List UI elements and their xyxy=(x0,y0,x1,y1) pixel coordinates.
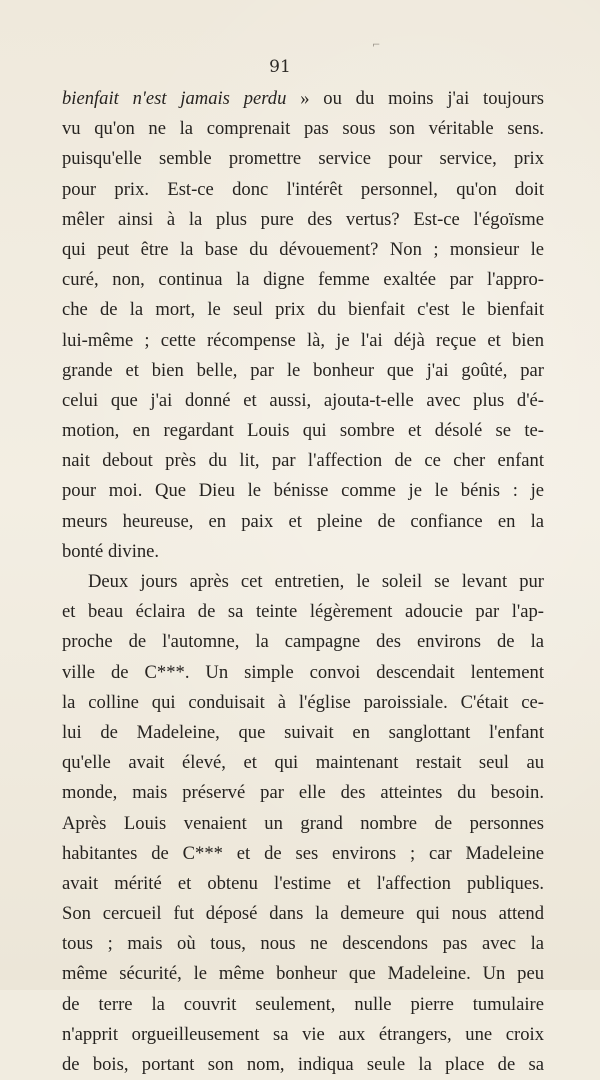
text-line xyxy=(62,778,544,808)
line-text: et beau éclaira de sa teinte légèrement adoucie par l'ap- xyxy=(62,601,544,623)
text-line xyxy=(62,265,544,295)
text-line xyxy=(62,84,544,114)
line-text: Son cercueil fut déposé dans la demeure qui nous attend xyxy=(62,903,544,925)
text-line xyxy=(62,416,544,446)
text-line xyxy=(62,809,544,839)
text-line xyxy=(62,718,544,748)
italic-phrase: bienfait n'est jamais perdu xyxy=(62,88,287,109)
line-text: proche de l'automne, la campagne des environs de la xyxy=(62,631,544,653)
text-line xyxy=(62,688,544,718)
line-text: motion, en regardant Louis qui sombre et désolé se te- xyxy=(62,420,544,442)
line-text: qui peut être la base du dévouement? Non ; monsieur le xyxy=(62,238,544,260)
line-text: vu qu'on ne la comprenait pas sous son véritable sens. xyxy=(62,118,544,140)
line-text: qu'elle avait élevé, et qui maintenant restait seul au xyxy=(62,752,544,774)
line-text: Deux jours après cet entretien, le soleil se levant pur xyxy=(88,571,544,592)
line-text: ville de C***. Un simple convoi descendait lentement xyxy=(62,661,544,683)
text-line xyxy=(62,295,544,325)
line-text: avait mérité et obtenu l'estime et l'affection publiques. xyxy=(62,872,544,894)
text-line xyxy=(62,869,544,899)
text-line xyxy=(62,476,544,506)
text-line xyxy=(62,627,544,657)
text-line xyxy=(62,537,544,567)
text-line xyxy=(62,899,544,929)
text-line xyxy=(62,1050,544,1080)
paper-speck: ⌐ xyxy=(372,40,381,51)
line-text: Après Louis venaient un grand nombre de personnes xyxy=(62,812,544,834)
text-line xyxy=(62,748,544,778)
text-line xyxy=(62,959,544,989)
line-text: de terre la couvrit seulement, nulle pierre tumulaire xyxy=(62,993,544,1015)
line-text: de bois, portant son nom, indiqua seule la place de sa xyxy=(62,1054,544,1075)
text-line xyxy=(62,446,544,476)
text-line xyxy=(62,507,544,537)
text-line xyxy=(62,114,544,144)
text-line xyxy=(62,356,544,386)
text-line xyxy=(62,205,544,235)
page-number: 91 xyxy=(269,57,291,77)
text-line xyxy=(62,235,544,265)
line-text: grande et bien belle, par le bonheur que j'ai goûté, par xyxy=(62,359,544,381)
line-text: bonté divine. xyxy=(62,540,160,562)
line-text: nait debout près du lit, par l'affection de ce cher enfant xyxy=(62,450,544,472)
line-text: même sécurité, le même bonheur que Madeleine. Un peu xyxy=(62,963,544,985)
line-text: pour moi. Que Dieu le bénisse comme je le bénis : je xyxy=(62,480,544,502)
text-line xyxy=(62,567,544,597)
body-text xyxy=(62,84,544,1080)
line-text: habitantes de C*** et de ses environs ; car Madeleine xyxy=(62,842,544,864)
line-text: curé, non, continua la digne femme exaltée par l'appro- xyxy=(62,269,544,291)
line-text: n'apprit orgueilleusement sa vie aux étrangers, une croix xyxy=(62,1023,544,1045)
text-line xyxy=(62,658,544,688)
line-text: meurs heureuse, en paix et pleine de confiance en la xyxy=(62,510,544,532)
line-text: monde, mais préservé par elle des atteintes du besoin. xyxy=(62,782,544,804)
line-text: pour prix. Est-ce donc l'intérêt personnel, qu'on doit xyxy=(62,178,544,200)
line-text: mêler ainsi à la plus pure des vertus? Est-ce l'égoïsme xyxy=(62,208,544,230)
line-text: celui que j'ai donné et aussi, ajouta-t-elle avec plus d'é- xyxy=(62,389,544,411)
line-text: puisqu'elle semble promettre service pour service, prix xyxy=(62,148,544,170)
line-text: che de la mort, le seul prix du bienfait c'est le bienfait xyxy=(62,299,544,321)
text-line xyxy=(62,1020,544,1050)
line-text: » ou du moins j'ai toujours xyxy=(286,88,544,109)
text-line xyxy=(62,597,544,627)
line-text: lui de Madeleine, que suivait en sanglottant l'enfant xyxy=(62,721,544,743)
text-line xyxy=(62,929,544,959)
text-line xyxy=(62,326,544,356)
text-line xyxy=(62,144,544,174)
text-line xyxy=(62,175,544,205)
text-line xyxy=(62,990,544,1020)
text-line xyxy=(62,386,544,416)
text-line xyxy=(62,839,544,869)
line-text: lui-même ; cette récompense là, je l'ai déjà reçue et bien xyxy=(62,329,544,351)
line-text: tous ; mais où tous, nous ne descendons pas avec la xyxy=(62,933,544,955)
line-text: la colline qui conduisait à l'église paroissiale. C'était ce- xyxy=(62,691,544,713)
